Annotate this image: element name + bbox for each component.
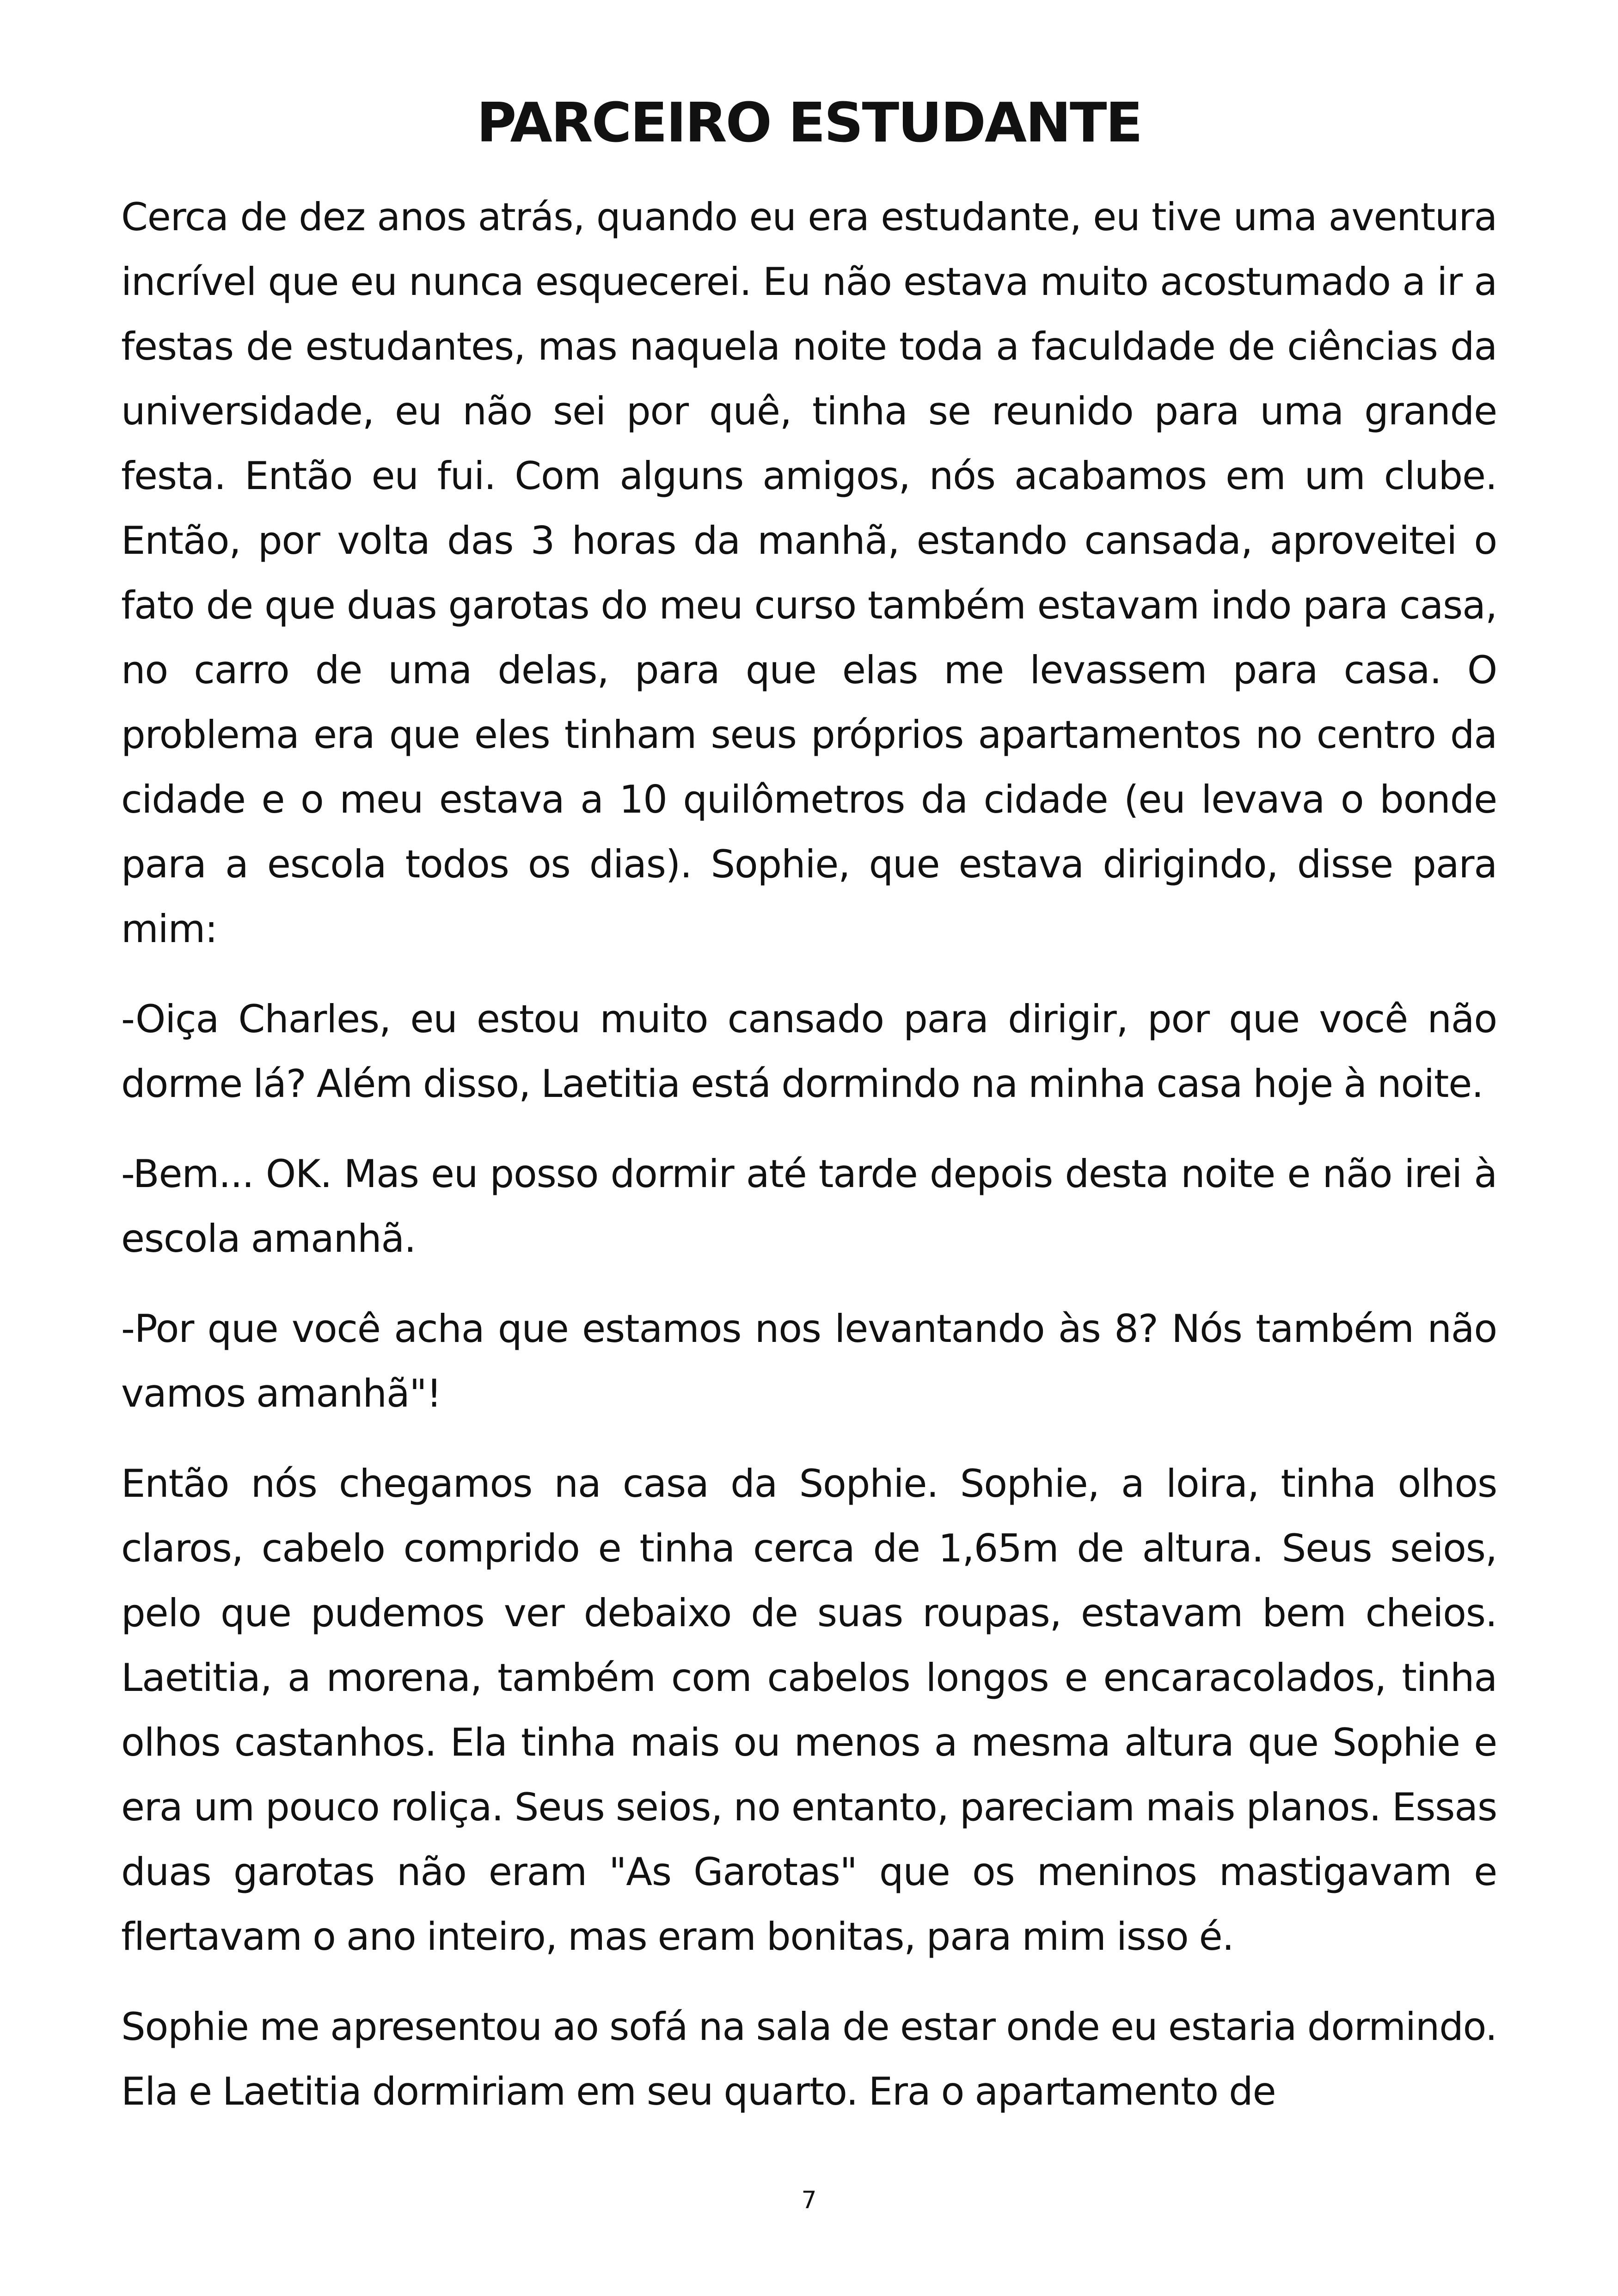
page-number: 7: [801, 2186, 817, 2214]
paragraph-6: Sophie me apresentou ao sofá na sala de estar onde eu estaria dormindo. Ela e Laetitia dormiriam em seu quarto. Era o apartamento de: [121, 2004, 1497, 2114]
paragraph-5: Então nós chegamos na casa da Sophie. Sophie, a loira, tinha olhos claros, cabelo comprido e tinha cerca de 1,65m de altura. Seus seios, pelo que pudemos ver debaixo de suas roupas, estavam bem cheios. Laetitia, a morena, também com cabelos longos e encaracolados, tinha olhos castanhos. Ela tinha mais ou menos a mesma altura que Sophie e era um pouco roliça. Seus seios, no entanto, pareciam mais planos. Essas duas garotas não eram "As Garotas" que os meninos mastigavam e flertavam o ano inteiro, mas eram bonitas, para mim isso é.: [121, 1461, 1497, 1959]
page-title: PARCEIRO ESTUDANTE: [476, 91, 1142, 154]
body-text: [121, 185, 1497, 2149]
paragraph-3: -Bem... OK. Mas eu posso dormir até tarde depois desta noite e não irei à escola amanhã.: [121, 1151, 1497, 1261]
paragraph-4: -Por que você acha que estamos nos levantando às 8? Nós também não vamos amanhã"!: [121, 1306, 1497, 1416]
paragraph-2: -Oiça Charles, eu estou muito cansado para dirigir, por que você não dorme lá? Além disso, Laetitia está dormindo na minha casa hoje à noite.: [121, 997, 1497, 1106]
paragraph-1: Cerca de dez anos atrás, quando eu era estudante, eu tive uma aventura incrível que eu nunca esquecerei. Eu não estava muito acostumado a ir a festas de estudantes, mas naquela noite toda a faculdade de ciências da universidade, eu não sei por quê, tinha se reunido para uma grande festa. Então eu fui. Com alguns amigos, nós acabamos em um clube. Então, por volta das 3 horas da manhã, estando cansada, aproveitei o fato de que duas garotas do meu curso também estavam indo para casa, no carro de uma delas, para que elas me levassem para casa. O problema era que eles tinham seus próprios apartamentos no centro da cidade e o meu estava a 10 quilômetros da cidade (eu levava o bonde para a escola todos os dias). Sophie, que estava dirigindo, disse para mim:: [121, 195, 1497, 951]
